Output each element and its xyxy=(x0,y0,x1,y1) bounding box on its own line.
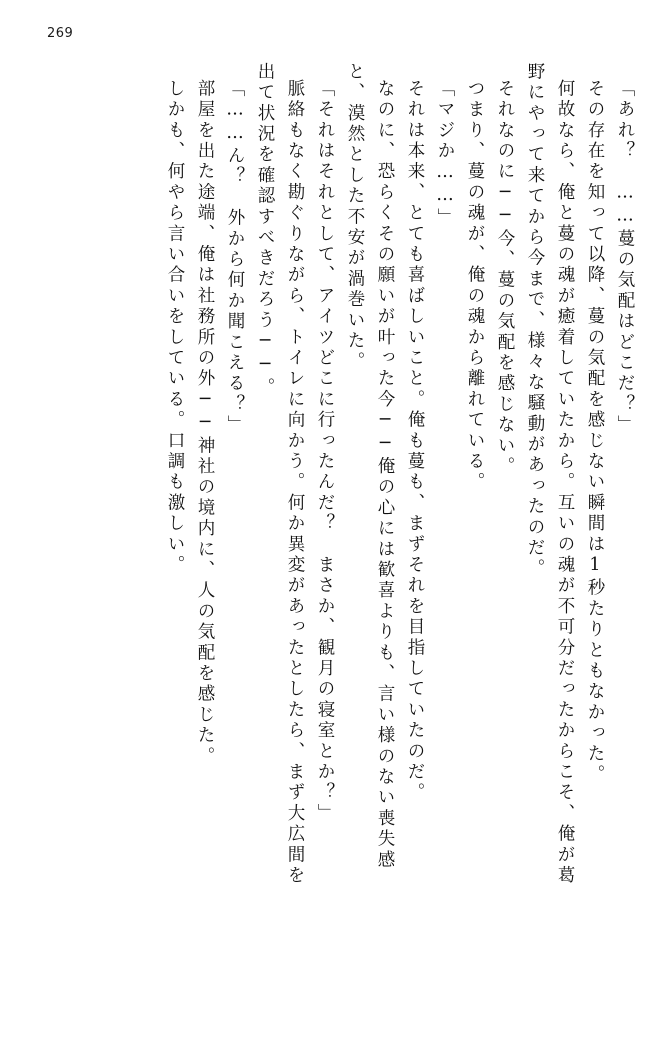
text-line: 脈絡もなく勘ぐりながら、トイレに向かう。何か異変があったとしたら、まず大広間を xyxy=(285,79,305,887)
text-line: 出て状況を確認すべきだろう──。 xyxy=(255,62,275,399)
vertical-text-block xyxy=(36,62,633,1010)
text-line: しかも、何やら言い合いをしている。口調も激しい。 xyxy=(165,79,185,576)
text-line: と、漠然とした不安が渦巻いた。 xyxy=(345,62,365,373)
text-line: その存在を知って以降、蔓の気配を感じない瞬間は1秒たりともなかった。 xyxy=(585,79,605,786)
text-line: 部屋を出た途端、俺は社務所の外──神社の境内に、人の気配を感じた。 xyxy=(195,79,215,768)
text-line: つまり、蔓の魂が、俺の魂から離れている。 xyxy=(465,79,485,493)
text-line: 何故なら、俺と蔓の魂が癒着していたから。互いの魂が不可分だったからこそ、俺が葛 xyxy=(555,79,575,887)
text-line: なのに、恐らくその願いが叶った今──俺の心には歓喜よりも、言い様のない喪失感 xyxy=(375,79,395,871)
text-line: 「それはそれとして、アイツどこに行ったんだ？ まさか、観月の寝室とか？」 xyxy=(315,79,335,825)
text-line: 「あれ？ ……蔓の気配はどこだ？」 xyxy=(615,79,635,436)
text-line: 野にやって来てから今まで、様々な騒動があったのだ。 xyxy=(525,62,545,580)
text-line: 「……ん？ 外から何か聞こえる？」 xyxy=(225,79,245,436)
text-line: それは本来、とても喜ばしいこと。俺も蔓も、まずそれを目指していたのだ。 xyxy=(405,79,425,804)
text-line: それなのに──今、蔓の気配を感じない。 xyxy=(495,79,515,478)
text-line: 「マジか……」 xyxy=(435,79,455,229)
page-number: 269 xyxy=(47,26,74,41)
